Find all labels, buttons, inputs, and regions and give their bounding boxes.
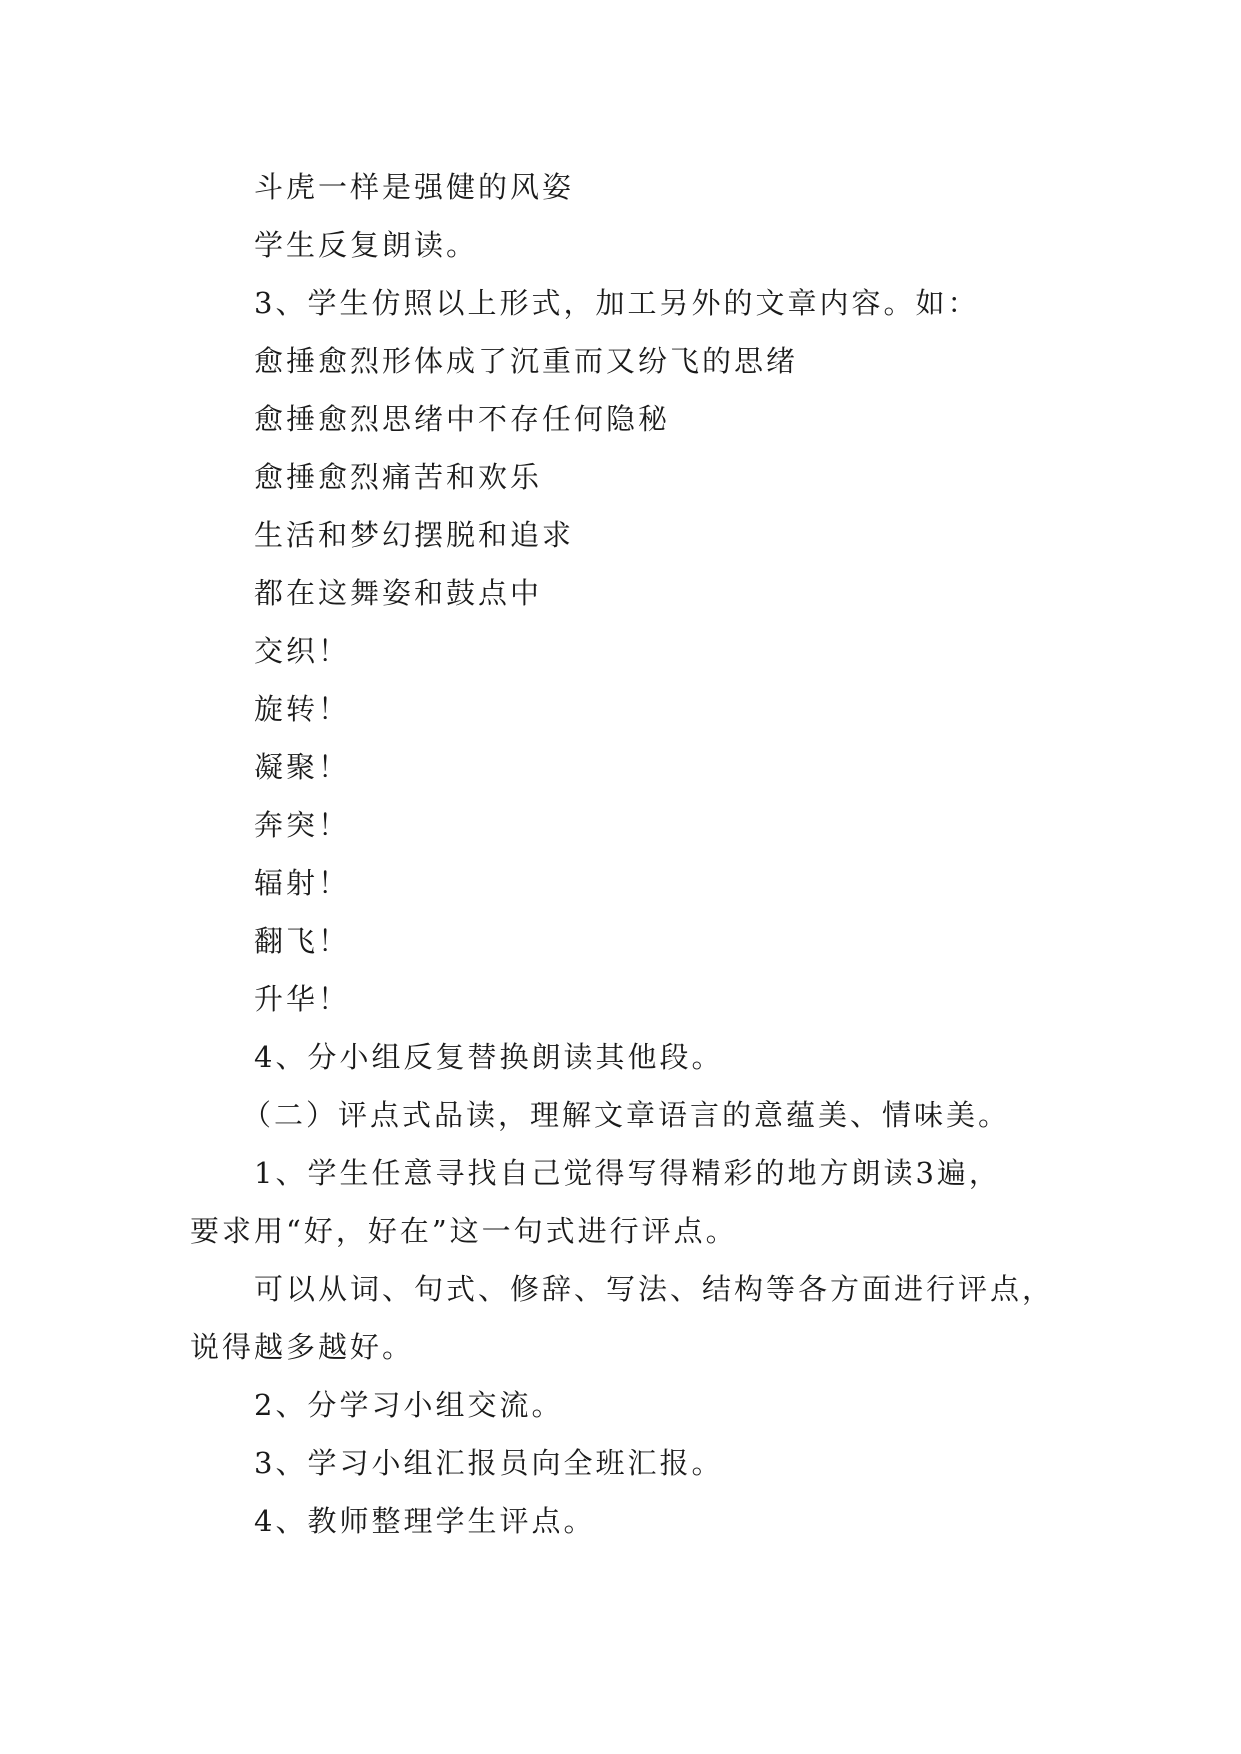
- section-heading: （二）评点式品读，理解文章语言的意蕴美、情味美。: [242, 1098, 1011, 1132]
- paragraph: 学生反复朗读。: [254, 228, 479, 262]
- poem-line: 愈捶愈烈痛苦和欢乐: [254, 460, 543, 494]
- paragraph: 可以从词、句式、修辞、写法、结构等各方面进行评点，: [254, 1272, 1055, 1306]
- poem-line: 辐射！: [254, 866, 351, 900]
- poem-line: 愈捶愈烈思绪中不存任何隐秘: [254, 402, 671, 436]
- document-body: [190, 158, 1070, 1550]
- paragraph: 2、分学习小组交流。: [254, 1388, 564, 1422]
- poem-line: 愈捶愈烈形体成了沉重而又纷飞的思绪: [254, 344, 799, 378]
- paragraph-continuation: 要求用“好，好在”这一句式进行评点。: [190, 1214, 738, 1248]
- paragraph-continuation: 说得越多越好。: [190, 1330, 415, 1364]
- poem-line: 奔突！: [254, 808, 351, 842]
- paragraph: 4、分小组反复替换朗读其他段。: [254, 1040, 724, 1074]
- poem-line: 凝聚！: [254, 750, 351, 784]
- poem-line: 翻飞！: [254, 924, 351, 958]
- paragraph: 3、学生仿照以上形式，加工另外的文章内容。如：: [254, 286, 980, 320]
- poem-line: 斗虎一样是强健的风姿: [254, 170, 575, 204]
- poem-line: 交织！: [254, 634, 351, 668]
- poem-line: 都在这舞姿和鼓点中: [254, 576, 543, 610]
- paragraph: 4、教师整理学生评点。: [254, 1504, 596, 1538]
- poem-line: 升华！: [254, 982, 351, 1016]
- poem-line: 旋转！: [254, 692, 351, 726]
- paragraph: 3、学习小组汇报员向全班汇报。: [254, 1446, 724, 1480]
- poem-line: 生活和梦幻摆脱和追求: [254, 518, 575, 552]
- paragraph: 1、学生任意寻找自己觉得写得精彩的地方朗读3遍，: [254, 1156, 1001, 1190]
